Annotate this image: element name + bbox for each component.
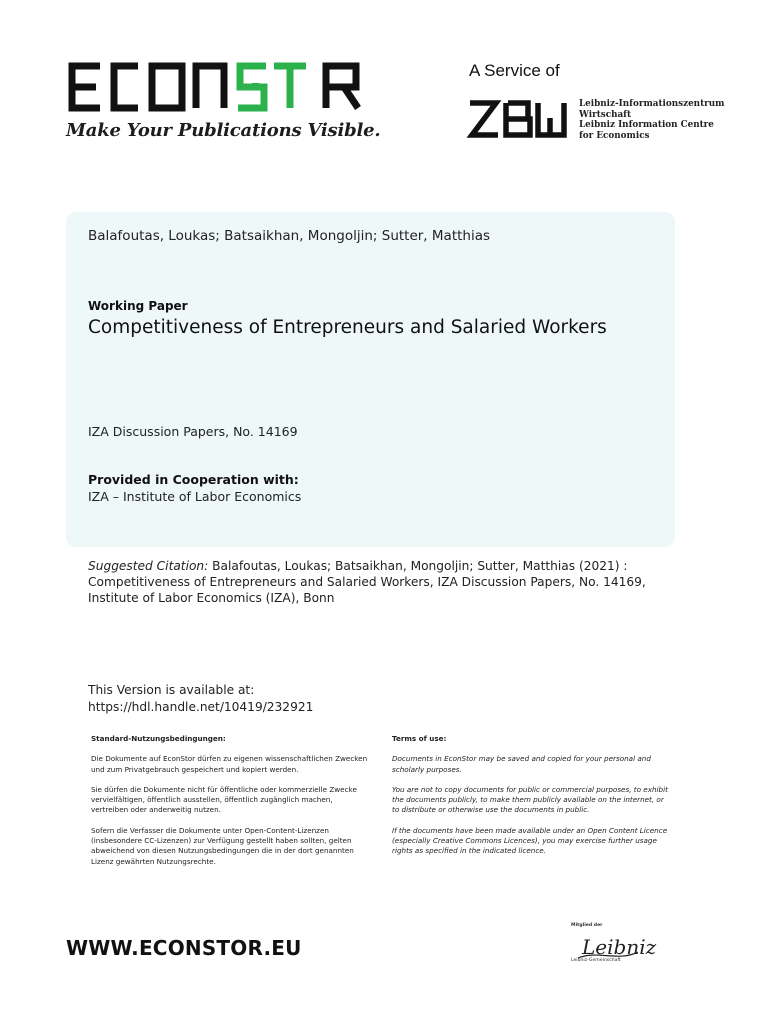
leibniz-member-label: Mitglied der: [571, 923, 603, 928]
terms-german: [91, 734, 371, 877]
record-type: Working Paper: [88, 299, 188, 313]
suggested-citation: [88, 558, 648, 607]
terms-german-paragraph: Sie dürfen die Dokumente nicht für öffentliche oder kommerzielle Zwecke vervielfältigen, öffentlich ausstellen, öffentlich zugänglich machen, vertreiben oder anderweitig nutzen.: [91, 784, 357, 815]
cooperation-label: Provided in Cooperation with:: [88, 472, 299, 487]
citation-text: Balafoutas, Loukas; Batsaikhan, Mongoljin; Sutter, Matthias (2021) : Competitiveness of Entrepreneurs and Salaried Workers, IZA Discussion Papers, No. 14169, Institute of Labor Economics (IZA), Bonn: [88, 559, 646, 606]
econstor-website-link[interactable]: WWW.ECONSTOR.EU: [66, 936, 302, 960]
terms-english-paragraph: If the documents have been made available under an Open Content Licence (especially Creative Commons Licences), you may exercise further usage rights as specified in the indicated licence.: [392, 825, 668, 856]
zbw-institution-name: [579, 99, 724, 141]
version-info: [88, 682, 313, 716]
terms-german-paragraph: Sofern die Verfasser die Dokumente unter Open-Content-Lizenzen (insbesondere CC-Lizenzen) zur Verfügung gestellt haben sollten, gelten abweichend von diesen Nutzungsbedingungen die in der dort genannten Lizenz gewährten Nutzungsrechte.: [91, 825, 354, 866]
terms-german-paragraph: Die Dokumente auf EconStor dürfen zu eigenen wissenschaftlichen Zwecken und zum Privatgebrauch gespeichert und kopiert werden.: [91, 754, 368, 774]
version-label: This Version is available at:: [88, 683, 255, 697]
zbw-line: Wirtschaft: [579, 109, 632, 120]
terms-english-paragraph: Documents in EconStor may be saved and copied for your personal and scholarly purposes.: [392, 754, 651, 774]
cooperation-institution: IZA – Institute of Labor Economics: [88, 489, 302, 504]
zbw-line: Leibniz Information Centre: [579, 120, 714, 131]
record-series: IZA Discussion Papers, No. 14169: [88, 424, 298, 439]
terms-german-heading: Standard-Nutzungsbedingungen:: [91, 734, 226, 743]
terms-english: [392, 734, 672, 867]
terms-english-paragraph: You are not to copy documents for public or commercial purposes, to exhibit the documents publicly, to make them publicly available on the internet, or to distribute or otherwise use the documents in public.: [392, 784, 668, 815]
record-authors: Balafoutas, Loukas; Batsaikhan, Mongoljin; Sutter, Matthias: [88, 228, 491, 244]
service-label: A Service of: [469, 61, 560, 80]
zbw-logo: [468, 100, 568, 138]
zbw-line: Leibniz-Informationszentrum: [579, 99, 725, 109]
econstor-tagline: Make Your Publications Visible.: [66, 120, 381, 141]
terms-english-heading: Terms of use:: [392, 734, 447, 743]
leibniz-community-label: Leibniz-Gemeinschaft: [571, 958, 621, 963]
citation-label: Suggested Citation:: [88, 559, 209, 573]
record-title: Competitiveness of Entrepreneurs and Salaried Workers: [88, 317, 607, 338]
zbw-line: for Economics: [579, 130, 650, 141]
handle-link[interactable]: https://hdl.handle.net/10419/232921: [88, 700, 314, 714]
leibniz-script: Leibniz: [582, 935, 657, 959]
econstor-logo: [66, 62, 362, 112]
